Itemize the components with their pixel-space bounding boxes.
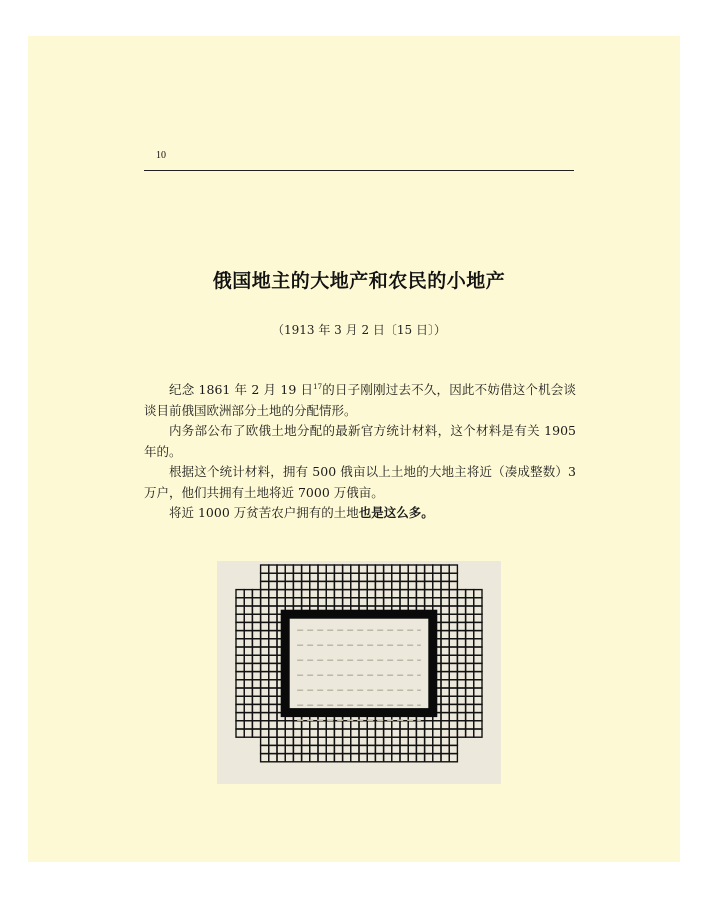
article-body [144, 380, 576, 524]
article-title: 俄国地主的大地产和农民的小地产 [212, 270, 506, 292]
article-date: （1913 年 3 月 2 日〔15 日〕） [272, 323, 446, 337]
page-number: 10 [156, 150, 166, 161]
footnote-marker[interactable]: 17 [313, 382, 323, 391]
paragraph-1-text-a: 纪念 1861 年 2 月 19 日 [169, 382, 314, 397]
paragraph-2: 内务部公布了欧俄土地分配的最新官方统计材料，这个材料是有关 1905 年的。 [144, 423, 576, 459]
header-divider [144, 170, 574, 171]
paragraph-4 [144, 503, 576, 524]
faint-background-lines [297, 630, 421, 720]
grid-diagram-icon [217, 561, 501, 784]
paragraph-3: 根据这个统计材料，拥有 500 俄亩以上土地的大地主将近（凑成整数）3 万户，他们共拥有土地将近 7000 万俄亩。 [144, 464, 576, 500]
paragraph-1-text-b: 的日子刚刚过去不久，因此不妨借这个机会谈谈目前俄国欧洲部分土地的分配情形。 [144, 382, 576, 418]
inner-thick-border [285, 614, 433, 712]
grid-diagram-figure [217, 561, 501, 784]
paragraph-4-text: 将近 1000 万贫苦农户拥有的土地 [169, 505, 359, 520]
paragraph-1 [144, 380, 576, 421]
paragraph-4-bold-text: 也是这么多。 [358, 505, 434, 520]
grid-lines [236, 565, 482, 762]
